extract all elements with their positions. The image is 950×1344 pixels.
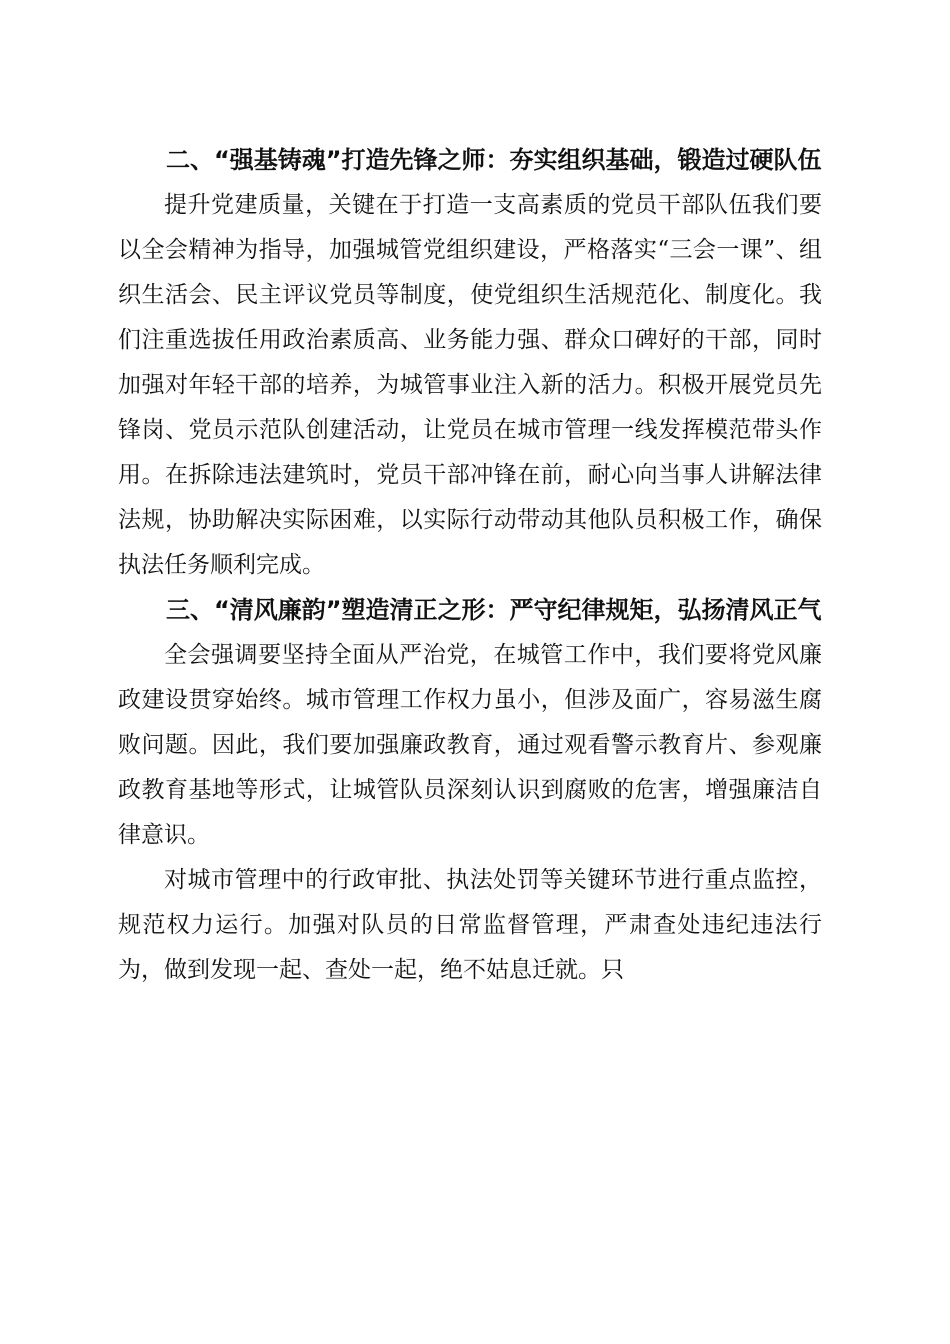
body-paragraph: 全会强调要坚持全面从严治党，在城管工作中，我们要将党风廉政建设贯穿始终。城市管理工作权力虽小，但涉及面广，容易滋生腐败问题。因此，我们要加强廉政教育，通过观看警示教育片、参观廉政教育基地等形式，让城管队员深刻认识到腐败的危害，增强廉洁自律意识。: [118, 642, 822, 848]
section-3: [118, 588, 822, 993]
section-heading: 三、“清风廉韵”塑造清正之形：严守纪律规矩，弘扬清风正气: [166, 596, 822, 624]
document-page: [118, 138, 822, 993]
body-paragraph: 提升党建质量，关键在于打造一支高素质的党员干部队伍我们要以全会精神为指导，加强城管党组织建设，严格落实“三会一课”、组织生活会、民主评议党员等制度，使党组织生活规范化、制度化。我们注重选拔任用政治素质高、业务能力强、群众口碑好的干部，同时加强对年轻干部的培养，为城管事业注入新的活力。积极开展党员先锋岗、党员示范队创建活动，让党员在城市管理一线发挥模范带头作用。在拆除违法建筑时，党员干部冲锋在前，耐心向当事人讲解法律法规，协助解决实际困难，以实际行动带动其他队员积极工作，确保执法任务顺利完成。: [118, 192, 822, 578]
section-2: [118, 138, 822, 588]
body-paragraph: 对城市管理中的行政审批、执法处罚等关键环节进行重点监控，规范权力运行。加强对队员的日常监督管理，严肃查处违纪违法行为，做到发现一起、查处一起，绝不姑息迁就。只: [118, 867, 822, 983]
section-heading: 二、“强基铸魂”打造先锋之师：夯实组织基础，锻造过硬队伍: [166, 146, 822, 174]
